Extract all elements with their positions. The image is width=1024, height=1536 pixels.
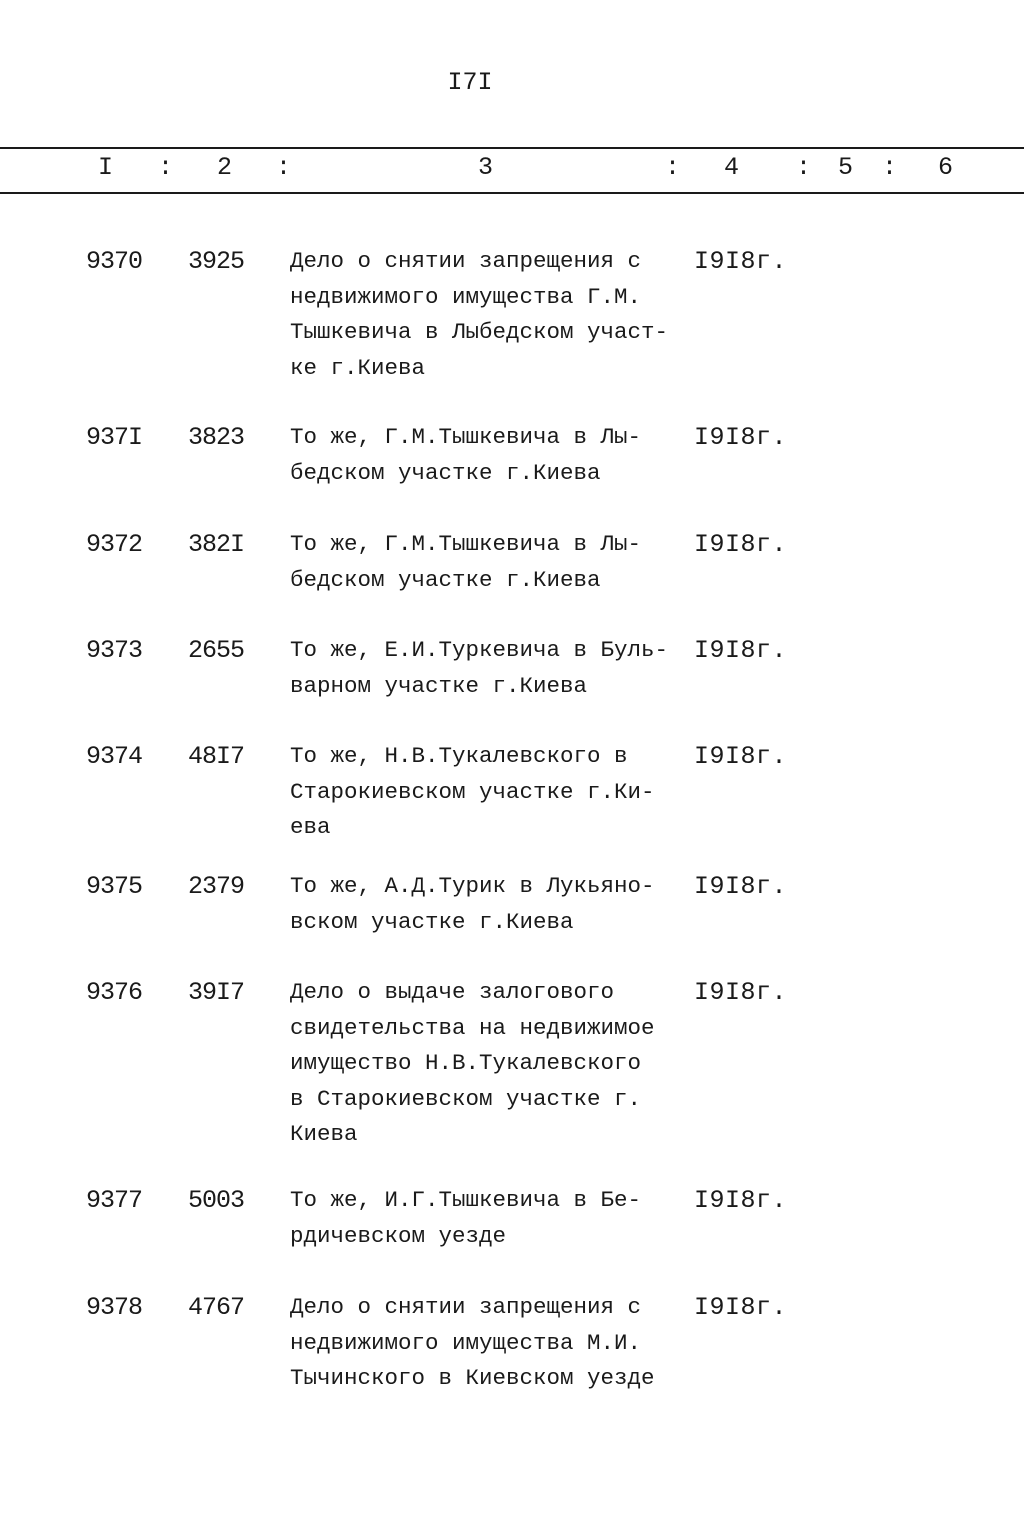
record-year: I9I8г. xyxy=(694,636,788,665)
record-year: I9I8г. xyxy=(694,978,788,1007)
record-number: 9370 xyxy=(86,247,143,276)
header-col-2: 2 xyxy=(217,153,233,182)
record-title-line: Дело о выдаче залогового xyxy=(290,979,615,1005)
record-title-line: бедском участке г.Киева xyxy=(290,459,601,486)
record-old-number: 5003 xyxy=(188,1186,245,1215)
record-title-line: Старокиевском участке г.Ки- xyxy=(290,778,655,805)
record-number: 9374 xyxy=(86,742,143,771)
header-separator: : xyxy=(276,153,292,182)
record-year: I9I8г. xyxy=(694,247,788,276)
record-title-line: То же, Г.М.Тышкевича в Лы- xyxy=(290,424,642,450)
record-title-line: Тышкевича в Лыбедском участ- xyxy=(290,319,669,346)
header-separator: : xyxy=(158,153,174,182)
record-title xyxy=(290,1183,700,1254)
record-old-number: 3823 xyxy=(188,423,245,452)
record-title xyxy=(290,1290,700,1397)
record-title xyxy=(290,739,700,846)
record-title-line: вском участке г.Киева xyxy=(290,908,574,935)
header-bottom-rule xyxy=(0,192,1024,194)
record-old-number: 382I xyxy=(188,530,245,559)
record-title-line: То же, А.Д.Турик в Лукьяно- xyxy=(290,873,655,899)
record-title xyxy=(290,420,700,491)
record-title-line: недвижимого имущества Г.М. xyxy=(290,283,642,310)
record-number: 9376 xyxy=(86,978,143,1007)
header-separator: : xyxy=(882,153,898,182)
header-col-3: 3 xyxy=(478,153,494,182)
record-title-line: ке г.Киева xyxy=(290,354,426,381)
record-old-number: 2379 xyxy=(188,872,245,901)
header-separator: : xyxy=(665,153,681,182)
record-title-line: Дело о снятии запрещения с xyxy=(290,248,642,274)
record-title-line: недвижимого имущества М.И. xyxy=(290,1329,642,1356)
header-col-6: 6 xyxy=(938,153,954,182)
record-year: I9I8г. xyxy=(694,1293,788,1322)
record-title xyxy=(290,869,700,940)
record-year: I9I8г. xyxy=(694,872,788,901)
record-year: I9I8г. xyxy=(694,742,788,771)
record-title-line: ева xyxy=(290,814,331,841)
record-year: I9I8г. xyxy=(694,1186,788,1215)
record-number: 937I xyxy=(86,423,143,452)
record-title-line: То же, Н.В.Тукалевского в xyxy=(290,743,628,769)
record-title-line: То же, Е.И.Туркевича в Буль- xyxy=(290,637,669,663)
header-separator: : xyxy=(796,153,812,182)
record-title-line: свидетельства на недвижимое xyxy=(290,1014,655,1041)
record-title-line: имущество Н.В.Тукалевского xyxy=(290,1050,642,1077)
record-title-line: бедском участке г.Киева xyxy=(290,566,601,593)
record-year: I9I8г. xyxy=(694,530,788,559)
record-title-line: рдичевском уезде xyxy=(290,1222,507,1249)
record-title-line: варном участке г.Киева xyxy=(290,672,588,699)
record-old-number: 2655 xyxy=(188,636,245,665)
record-title-line: То же, Г.М.Тышкевича в Лы- xyxy=(290,531,642,557)
header-top-rule xyxy=(0,147,1024,149)
record-title-line: Тычинского в Киевском уезде xyxy=(290,1365,655,1392)
record-title-line: в Старокиевском участке г. xyxy=(290,1085,642,1112)
record-year: I9I8г. xyxy=(694,423,788,452)
record-old-number: 3925 xyxy=(188,247,245,276)
record-title-line: То же, И.Г.Тышкевича в Бе- xyxy=(290,1187,642,1213)
record-number: 9378 xyxy=(86,1293,143,1322)
record-number: 9377 xyxy=(86,1186,143,1215)
record-number: 9373 xyxy=(86,636,143,665)
record-title-line: Дело о снятии запрещения с xyxy=(290,1294,642,1320)
record-title-line: Киева xyxy=(290,1121,358,1148)
record-old-number: 39I7 xyxy=(188,978,245,1007)
header-col-1: I xyxy=(98,153,114,182)
header-col-4: 4 xyxy=(724,153,740,182)
record-title xyxy=(290,244,700,386)
record-number: 9372 xyxy=(86,530,143,559)
header-col-5: 5 xyxy=(838,153,854,182)
record-number: 9375 xyxy=(86,872,143,901)
record-old-number: 4767 xyxy=(188,1293,245,1322)
record-title xyxy=(290,633,700,704)
record-old-number: 48I7 xyxy=(188,742,245,771)
record-title xyxy=(290,975,700,1153)
page-number: I7I xyxy=(447,68,493,97)
record-title xyxy=(290,527,700,598)
